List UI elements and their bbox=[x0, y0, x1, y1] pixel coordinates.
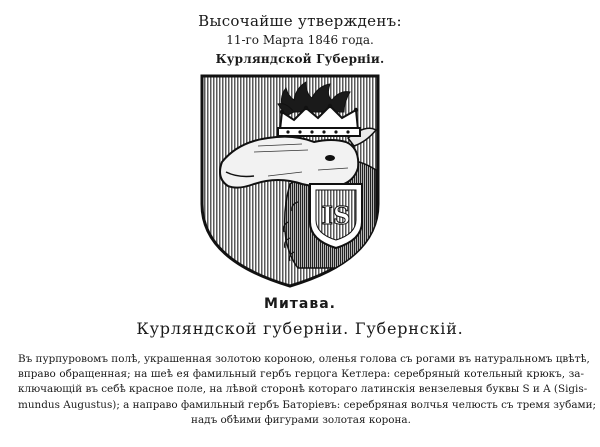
city-status: Курляндской губерніи. Губернскій. bbox=[136, 319, 464, 338]
approval-heading: Высочайше утвержденъ: bbox=[198, 12, 402, 30]
blazon-line: надъ обѣими фигурами золотая корона. bbox=[191, 413, 411, 426]
blazon-line: mundus Augustus); а направо фамильный гербъ Баторіевъ: серебряная волчья челюсть съ тремя зубами; bbox=[18, 398, 597, 411]
coat-of-arms bbox=[198, 72, 382, 290]
blazon-line: Въ пурпуровомъ полѣ, украшенная золотою короною, оленья голова съ рогами въ натуральномъ цвѣтѣ, bbox=[18, 353, 590, 365]
inescutcheon bbox=[310, 184, 362, 248]
approval-date: 11-го Марта 1846 года. bbox=[226, 33, 374, 47]
blazon-description bbox=[18, 352, 597, 428]
province-name: Курляндской Губерніи. bbox=[215, 52, 385, 66]
blazon-line: ключающій въ себѣ красное поле, на лѣвой сторонѣ котораго латинскія вензелевыя буквы S и A (Sigis- bbox=[18, 383, 588, 396]
city-name: Митава. bbox=[264, 296, 336, 312]
blazon-line: вправо обращенная; на шеѣ ея фамильный гербъ герцога Кетлера: серебряный котельный крюкъ, за- bbox=[18, 368, 584, 381]
monogram: IS bbox=[321, 201, 351, 230]
elk-eye bbox=[325, 155, 335, 161]
